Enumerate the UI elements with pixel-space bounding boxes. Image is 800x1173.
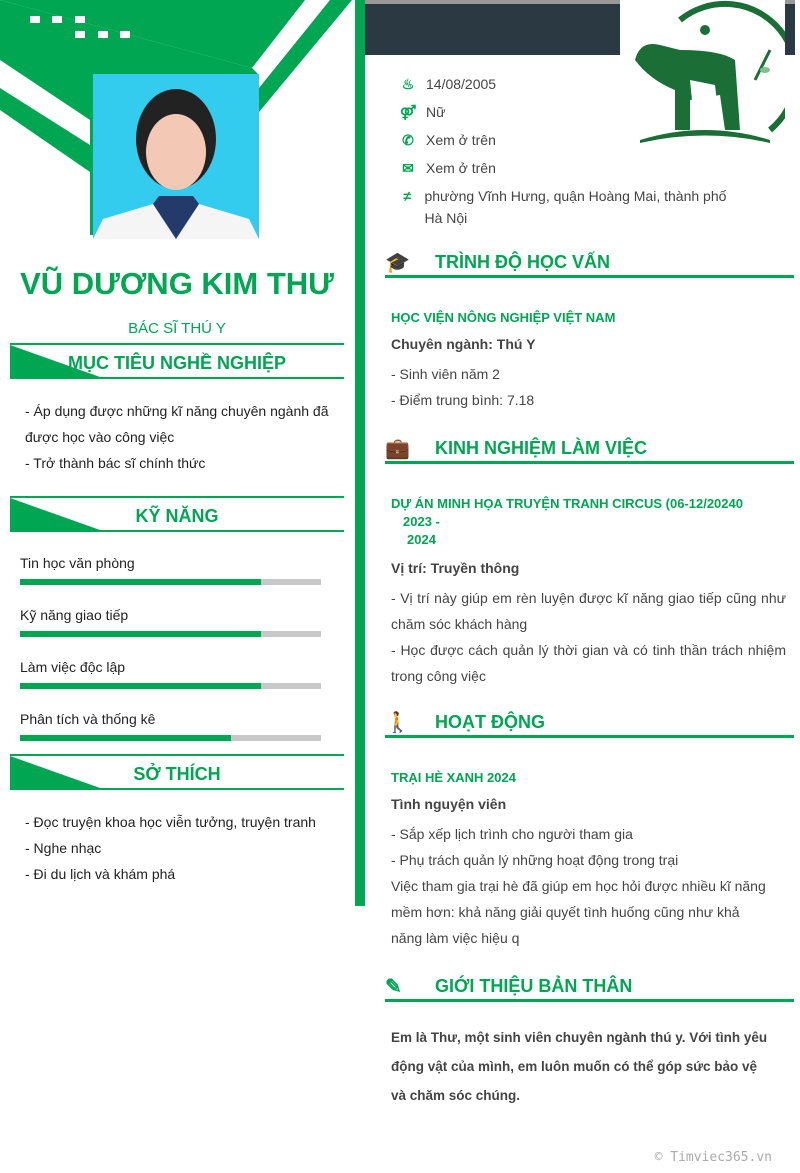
hobby-item: - Đi du lịch và khám phá (25, 866, 176, 882)
skill-bar-track (20, 683, 321, 689)
phone-row (400, 129, 496, 151)
education-line: - Sinh viên năm 2 (391, 366, 500, 382)
experience-body (391, 495, 786, 689)
watermark: © Timviec365.vn (654, 1150, 772, 1165)
objective-header (10, 343, 344, 379)
skill-bar-track (20, 579, 321, 585)
period-end: 2024 (407, 532, 436, 547)
about-header (385, 972, 794, 1002)
activity-line: Việc tham gia trại hè đã giúp em học hỏi được nhiều kĩ năng mềm hơn: khả năng giải quyết tình huống cũng như khả năng làm việc hiệu q (391, 878, 766, 946)
skill-label: Kỹ năng giao tiếp (20, 607, 129, 623)
activity-line: - Phụ trách quản lý những hoạt động trong trại (391, 852, 679, 868)
skill-item (20, 659, 321, 689)
gender-icon: ⚤ (400, 104, 417, 120)
hobbies-header (10, 754, 344, 790)
major: Chuyên ngành: Thú Y (391, 336, 536, 352)
experience-header (385, 434, 794, 464)
address-row (400, 185, 740, 229)
birthday-value: 14/08/2005 (426, 76, 497, 92)
about-title: GIỚI THIỆU BẢN THÂN (435, 976, 633, 996)
skills-header (10, 496, 344, 532)
school-name: HỌC VIỆN NÔNG NGHIỆP VIỆT NAM (391, 310, 616, 325)
skill-bar-fill (20, 631, 261, 637)
activity-line: - Sắp xếp lịch trình cho người tham gia (391, 826, 633, 842)
hobby-item: - Nghe nhạc (25, 840, 102, 856)
gender-value: Nữ (426, 104, 446, 120)
divider-bar (355, 0, 365, 906)
skill-bar-fill (20, 579, 261, 585)
skill-bar-track (20, 735, 321, 741)
activity-name: TRẠI HÈ XANH 2024 (391, 770, 516, 785)
hobby-item: - Đọc truyện khoa học viễn tưởng, truyện tranh (25, 814, 316, 830)
address-value: phường Vĩnh Hưng, quận Hoàng Mai, thành phố Hà Nội (424, 188, 727, 226)
phone-icon: ✆ (402, 132, 414, 148)
graduation-cap-icon: 🎓 (385, 252, 410, 274)
about-text: Em là Thư, một sinh viên chuyên ngành thú y. Với tình yêu động vật của mình, em luôn muốn có thể góp sức bảo vệ và chăm sóc chúng. (391, 1030, 768, 1103)
skills-title: KỸ NĂNG (135, 506, 219, 526)
email-value: Xem ở trên (426, 160, 496, 176)
job-title: BÁC SĨ THÚ Y (128, 320, 226, 337)
project-name: DỰ ÁN MINH HỌA TRUYỆN TRANH CIRCUS (06-12/20240 (391, 496, 743, 511)
experience-title: KINH NGHIỆM LÀM VIỆC (435, 438, 648, 458)
skill-label: Làm việc độc lập (20, 659, 126, 675)
skill-item (20, 711, 321, 741)
hobbies-title: SỞ THÍCH (133, 764, 221, 784)
birthday-cake-icon: ♨ (401, 76, 415, 92)
education-header (385, 248, 794, 278)
birthday-row (400, 73, 496, 95)
profile-photo (93, 74, 259, 239)
briefcase-icon: 💼 (385, 438, 410, 460)
experience-line: - Học được cách quản lý thời gian và có tinh thần trách nhiệm trong công việc (391, 642, 786, 684)
experience-line: - Vị trí này giúp em rèn luyện được kĩ năng giao tiếp cũng như chăm sóc khách hàng (391, 590, 786, 632)
objective-text (25, 398, 335, 476)
education-title: TRÌNH ĐỘ HỌC VẤN (435, 252, 610, 272)
activity-role: Tình nguyện viên (391, 796, 507, 812)
activities-title: HOẠT ĐỘNG (435, 712, 545, 732)
pet-logo (620, 0, 785, 148)
skill-label: Tin học văn phòng (20, 555, 135, 571)
period-start: 2023 - (403, 514, 440, 529)
candidate-name: VŨ DƯƠNG KIM THƯ (20, 266, 334, 301)
address-icon: ≠ (403, 188, 412, 204)
gender-row (400, 101, 445, 123)
skill-bar-fill (20, 683, 261, 689)
phone-value: Xem ở trên (426, 132, 496, 148)
skill-item (20, 607, 321, 637)
position: Vị trí: Truyền thông (391, 560, 520, 576)
email-icon: ✉ (402, 160, 414, 176)
objective-line: - Trở thành bác sĩ chính thức (25, 455, 206, 471)
person-icon: 🚶 (385, 712, 410, 734)
education-line: - Điểm trung bình: 7.18 (391, 392, 535, 408)
skill-bar-fill (20, 735, 231, 741)
activities-header (385, 708, 794, 738)
hobbies-text (25, 809, 335, 887)
objective-title: MỤC TIÊU NGHỀ NGHIỆP (67, 353, 286, 373)
skill-label: Phân tích và thống kê (20, 711, 156, 727)
skill-bar-track (20, 631, 321, 637)
objective-line: - Áp dụng được những kĩ năng chuyên ngành đã được học vào công việc (25, 403, 329, 445)
activities-body (391, 769, 771, 951)
education-body (391, 309, 771, 413)
email-row (400, 157, 496, 179)
skill-item (20, 555, 321, 585)
pencil-icon: ✎ (385, 976, 402, 998)
